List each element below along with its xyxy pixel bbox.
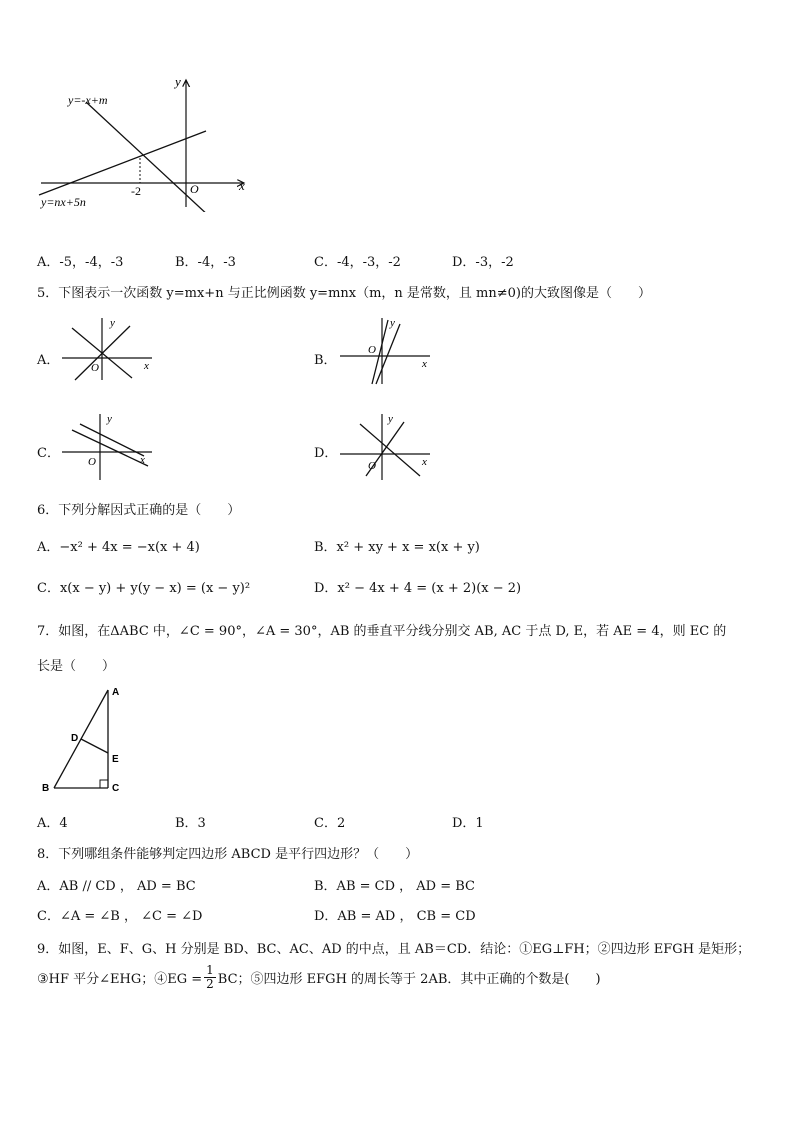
q4-option-c: C．-4，-3，-2 — [314, 255, 401, 270]
q5-label-a: A． — [37, 353, 60, 368]
q9-fraction — [204, 964, 216, 991]
q5-graph-d — [338, 412, 438, 482]
svg-text:y: y — [390, 317, 395, 329]
tick-label: -2 — [131, 184, 141, 198]
q7-option-c: C．2 — [314, 816, 346, 831]
q5-graph-c — [60, 412, 160, 482]
q4-option-b: B．-4，-3 — [175, 255, 236, 270]
svg-text:y: y — [107, 413, 112, 425]
svg-text:O: O — [368, 460, 376, 472]
q9-stem2-part-b: BC；⑤四边形 EFGH 的周长等于 2AB．其中正确的个数是( ) — [217, 972, 601, 987]
q5-graph-b — [338, 316, 438, 386]
q9-frac-num: 1 — [206, 963, 214, 977]
q6-option-a: A．−x² + 4x = −x(x + 4) — [37, 540, 200, 555]
svg-text:O: O — [368, 344, 376, 356]
q5-graph-a — [60, 316, 160, 382]
q8-option-b: B．AB = CD ， AD = BC — [314, 879, 475, 894]
y-axis-label: y — [175, 74, 181, 89]
q6-option-c: C．x(x − y) + y(y − x) = (x − y)² — [37, 581, 251, 596]
svg-text:y: y — [110, 317, 115, 329]
q7-figure — [38, 684, 138, 796]
q8-option-d: D．AB = AD ， CB = CD — [314, 909, 476, 924]
q8-stem: 8．下列哪组条件能够判定四边形 ABCD 是平行四边形？（ ） — [37, 847, 419, 862]
q7-stem-line1: 7．如图，在ΔABC 中，∠C = 90°，∠A = 30°，AB 的垂直平分线分别交 AB, AC 于点 D, E，若 AE = 4，则 EC 的 — [37, 624, 727, 639]
q7-option-a: A．4 — [37, 816, 68, 831]
q4-option-a: A．-5，-4，-3 — [37, 255, 124, 270]
line-neg-x-plus-m — [86, 102, 224, 212]
svg-text:x: x — [140, 454, 145, 466]
q5-label-d: D． — [314, 446, 338, 461]
svg-text:C: C — [112, 783, 120, 794]
q4-figure — [36, 72, 256, 212]
svg-text:x: x — [422, 456, 427, 468]
q5-stem: 5．下图表示一次函数 y=mx+n 与正比例函数 y=mnx（m，n 是常数，且 mn≠0)的大致图像是（ ） — [37, 286, 651, 301]
svg-text:E: E — [112, 754, 119, 765]
q6-option-b: B．x² + xy + x = x(x + y) — [314, 540, 480, 555]
q7-stem-line2: 长是（ ） — [37, 659, 116, 674]
svg-text:O: O — [91, 362, 99, 374]
x-axis-label: x — [239, 178, 245, 193]
q9-stem-line2 — [37, 964, 601, 991]
q6-option-d: D．x² − 4x + 4 = (x + 2)(x − 2) — [314, 581, 522, 596]
q5-label-b: B． — [314, 353, 337, 368]
origin-label: O — [190, 182, 199, 196]
q9-frac-den: 2 — [206, 977, 214, 991]
label-line2: y=nx+5n — [41, 195, 86, 209]
svg-text:O: O — [88, 456, 96, 468]
q8-option-a: A．AB // CD ， AD = BC — [37, 879, 196, 894]
q5-label-c: C． — [37, 446, 60, 461]
q7-option-b: B．3 — [175, 816, 206, 831]
svg-text:D: D — [71, 733, 79, 744]
svg-text:x: x — [422, 358, 427, 370]
label-line1: y=-x+m — [68, 93, 108, 107]
q4-option-d: D．-3，-2 — [452, 255, 514, 270]
q8-option-c: C．∠A = ∠B ， ∠C = ∠D — [37, 909, 203, 924]
svg-text:B: B — [42, 783, 50, 794]
q9-stem2-part-a: ③HF 平分∠EHG；④EG = — [37, 972, 203, 987]
q9-stem-line1: 9．如图，E、F、G、H 分别是 BD、BC、AC、AD 的中点，且 AB＝CD．结论：①EG⊥FH；②四边形 EFGH 是矩形； — [37, 942, 751, 957]
svg-text:A: A — [112, 687, 120, 698]
line-nx-plus-5n — [39, 131, 206, 195]
svg-text:x: x — [144, 360, 149, 372]
q6-stem: 6．下列分解因式正确的是（ ） — [37, 503, 241, 518]
q7-option-d: D．1 — [452, 816, 484, 831]
svg-text:y: y — [388, 413, 393, 425]
